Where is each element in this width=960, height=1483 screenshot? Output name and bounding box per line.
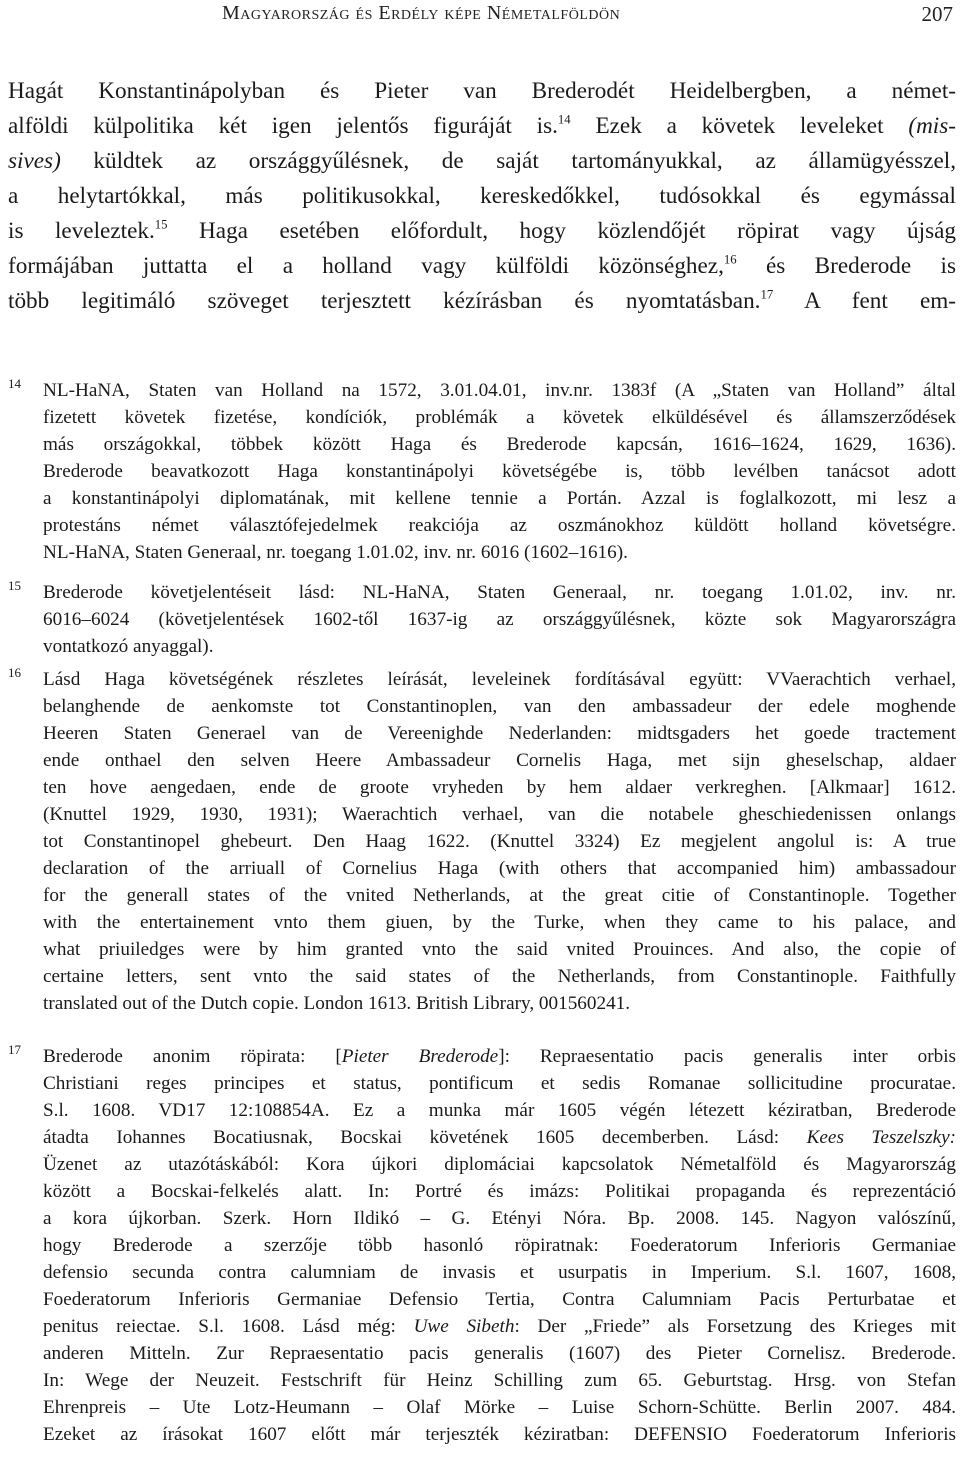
- footnote-line: tot Constantinopel ghebeurt. Den Haag 1622. (Knuttel 3324) Ez megjelent angolul is: A true: [43, 831, 956, 852]
- footnote-line: Foederatorum Inferioris Germaniae Defensio Tertia, Contra Calumniam Pacis Perturbatae et: [43, 1289, 956, 1310]
- footnote-line: vontatkozó anyaggal).: [43, 636, 214, 657]
- body-paragraph: [8, 74, 956, 319]
- footnote-number: 16: [8, 665, 21, 680]
- footnote-number: 15: [8, 578, 21, 593]
- footnote-line: for the generall states of the vnited Netherlands, at the great citie of Constantinople. Together: [43, 885, 956, 906]
- footnote-line: penitus reiectae. S.l. 1608. Lásd még: Uwe Sibeth: Der „Friede” als Forsetzung des Krieges mit: [43, 1316, 956, 1337]
- footnote-line: között a Bocskai-felkelés alatt. In: Portré és imázs: Politikai propaganda és reprezentáció: [43, 1181, 956, 1202]
- footnote-ref[interactable]: 14: [557, 112, 571, 127]
- footnote-number: 14: [8, 376, 21, 391]
- footnote-line: S.l. 1608. VD17 12:108854A. Ez a munka már 1605 végén létezett kéziratban, Brederode: [43, 1100, 956, 1121]
- footnote-line: Ezeket az írásokat 1607 előtt már terjeszték kéziratban: DEFENSIO Foederatorum Inferioris: [43, 1424, 956, 1445]
- footnote-line: what priuiledges were by him granted vnto the said vnited Prouinces. And also, the copie of: [43, 939, 956, 960]
- footnote-line: átadta Iohannes Bocatiusnak, Bocskai követének 1605 decemberben. Lásd: Kees Teszelszky:: [43, 1127, 956, 1148]
- footnote-line: Brederode beavatkozott Haga konstantinápolyi követségébe is, több levélben tanácsot adott: [43, 461, 956, 482]
- footnote-line: hogy Brederode a szerzője több hasonló röpiratnak: Foederatorum Inferioris Germaniae: [43, 1235, 956, 1256]
- body-line: a helytartókkal, más politikusokkal, kereskedőkkel, tudósokkal és egymással: [8, 183, 956, 209]
- footnote-line: with the entertainement vnto them giuen, by the Turke, when they came to his palace, and: [43, 912, 956, 933]
- body-line: formájában juttatta el a holland vagy külföldi közönséghez,$^{16}$ és Brederode is: [8, 252, 956, 279]
- footnote-ref[interactable]: 15: [154, 217, 168, 232]
- running-header: [0, 2, 960, 28]
- footnote-line: más országokkal, többek között Haga és Brederode kapcsán, 1616–1624, 1629, 1636).: [43, 434, 956, 455]
- footnote-ref[interactable]: 17: [760, 287, 774, 302]
- footnote-ref[interactable]: 16: [723, 252, 737, 267]
- footnote-line: declaration of the arriuall of Cornelius Haga (with others that accompanied him) ambassadour: [43, 858, 956, 879]
- footnote-line: ten hove aengedaen, ende de groote vryheden by hem aldaer verkreghen. [Alkmaar] 1612.: [43, 777, 956, 798]
- body-line: alföldi külpolitika két igen jelentős figuráját is.$^{14}$ Ezek a követek leveleket (mis-: [8, 112, 956, 139]
- footnote-line: anderen Mitteln. Zur Repraesentatio pacis generalis (1607) des Pieter Cornelisz. Brederode.: [43, 1343, 956, 1364]
- footnote-line: a kora újkorban. Szerk. Horn Ildikó – G. Etényi Nóra. Bp. 2008. 145. Nagyon valószínű,: [43, 1208, 956, 1229]
- footnote-line: a konstantinápolyi diplomatának, mit kellene tennie a Portán. Azzal is foglalkozott, mi lesz a: [43, 488, 956, 509]
- page-number: 207: [921, 2, 953, 26]
- footnote-line: Üzenet az utazótáskából: Kora újkori diplomáciai kapcsolatok Németalföld és Magyarország: [43, 1154, 956, 1175]
- footnote-line: Christiani reges principes et status, pontificum et sedis Romanae sollicitudine procuratae.: [43, 1073, 956, 1094]
- footnote-line: fizetett követek fizetése, kondíciók, problémák a követek elküldésével és államszerződések: [43, 407, 956, 428]
- running-title: Magyarország és Erdély képe Németalföldön: [222, 2, 621, 24]
- footnote-line: Heeren Staten Generael van de Vereenighde Nederlanden: midtsgaders het goede tractement: [43, 723, 956, 744]
- footnote-line: belanghende de aenkomste tot Constantinoplen, van den ambassadeur der edele moghende: [43, 696, 956, 717]
- footnote-line: NL-HaNA, Staten van Holland na 1572, 3.01.04.01, inv.nr. 1383f (A „Staten van Holland” által: [43, 380, 956, 401]
- footnote-line: protestáns német választófejedelmek reakciója az oszmánokhoz küldött holland követségre.: [43, 515, 956, 536]
- body-line: sives) küldtek az országgyűlésnek, de saját tartományukkal, az államügyésszel,: [8, 148, 956, 174]
- footnote-line: defensio secunda contra calumniam de invasis et usurpatis in Imperium. S.l. 1607, 1608,: [43, 1262, 956, 1283]
- footnote-number: 17: [8, 1042, 21, 1057]
- footnote-line: translated out of the Dutch copie. London 1613. British Library, 001560241.: [43, 993, 631, 1014]
- footnote-line: (Knuttel 1929, 1930, 1931); Waerachtich verhael, van die notabele gheschiedenissen onlangs: [43, 804, 956, 825]
- body-line: Hagát Konstantinápolyban és Pieter van Brederodét Heidelbergben, a német-: [8, 78, 956, 104]
- body-line: is leveleztek.$^{15}$ Haga esetében előfordult, hogy közlendőjét röpirat vagy újság: [8, 217, 956, 244]
- footnote-line: In: Wege der Neuzeit. Festschrift für Heinz Schilling zum 65. Geburtstag. Hrsg. von Stefan: [43, 1370, 956, 1391]
- footnote-line: Lásd Haga követségének részletes leírását, leveleinek fordításával együtt: VVaerachtich verhael,: [43, 669, 956, 690]
- footnote-line: Brederode követjelentéseit lásd: NL-HaNA, Staten Generaal, nr. toegang 1.01.02, inv. nr.: [43, 582, 956, 603]
- footnote-line: NL-HaNA, Staten Generaal, nr. toegang 1.01.02, inv. nr. 6016 (1602–1616).: [43, 542, 628, 563]
- body-line: több legitimáló szöveget terjesztett kézírásban és nyomtatásban.$^{17}$ A fent em-: [8, 287, 956, 314]
- footnote-line: Ehrenpreis – Ute Lotz-Heumann – Olaf Mörke – Luise Schorn-Schütte. Berlin 2007. 484.: [43, 1397, 956, 1418]
- footnote-line: 6016–6024 (követjelentések 1602-től 1637-ig az országgyűlésnek, közte sok Magyarországra: [43, 609, 956, 630]
- footnote-line: Brederode anonim röpirata: [Pieter Brederode]: Repraesentatio pacis generalis inter orbis: [43, 1046, 956, 1067]
- footnote-line: certaine letters, sent vnto the said states of the Netherlands, from Constantinople. Faithfully: [43, 966, 956, 987]
- footnote-line: ende onthael den selven Heere Ambassadeur Cornelis Haga, met sijn gheselschap, aldaer: [43, 750, 956, 771]
